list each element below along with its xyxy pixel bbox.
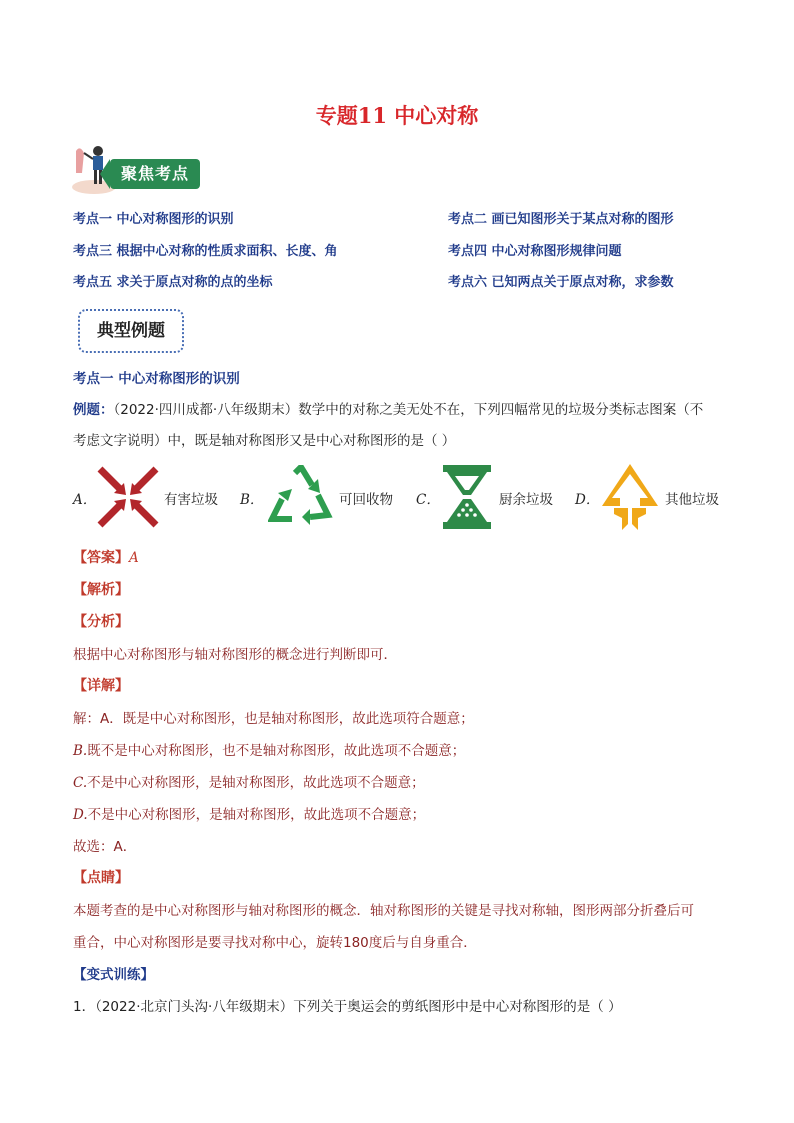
choose-line: 故选：A． (73, 839, 137, 855)
key-point-2: 考点二 画已知图形关于某点对称的图形 (448, 212, 674, 227)
key-point-3: 考点三 根据中心对称的性质求面积、长度、角 (73, 244, 338, 259)
page-title: 专题11 中心对称 (315, 103, 479, 128)
key-point-6: 考点六 已知两点关于原点对称，求参数 (448, 275, 674, 290)
option-c-text: 厨余垃圾 (499, 492, 553, 508)
detail-line-d: D.不是中心对称图形，是轴对称图形，故此选项不合题意； (73, 807, 426, 823)
key-point-1: 考点一 中心对称图形的识别 (73, 212, 234, 227)
comment-line-1: 本题考查的是中心对称图形与轴对称图形的概念．轴对称图形的关键是寻找对称轴，图形两部分折叠后可 (73, 903, 694, 919)
analysis-label: 【解析】 (73, 582, 129, 598)
answer-line (73, 547, 139, 567)
harmful-waste-icon (96, 465, 160, 529)
answer-value: A (129, 550, 139, 566)
detail-line-c: C.不是中心对称图形，是轴对称图形，故此选项不合题意； (73, 775, 425, 791)
section-heading: 考点一 中心对称图形的识别 (73, 371, 240, 387)
recyclable-icon (268, 465, 334, 527)
option-d-letter: D． (575, 492, 600, 508)
example-text-1: （2022·四川成都·八年级期末）数学中的对称之美无处不在，下列四幅常见的垃圾分类标志图案（不 (113, 402, 704, 418)
fenxi-text: 根据中心对称图形与轴对称图形的概念进行判断即可． (73, 647, 397, 663)
option-a-text: 有害垃圾 (164, 492, 218, 508)
detail-label: 【详解】 (73, 678, 129, 694)
option-b-letter: B． (240, 492, 264, 508)
typical-examples-badge: 典型例题 (78, 309, 184, 353)
option-d-text: 其他垃圾 (665, 492, 719, 508)
example-line-2: 考虑文字说明）中，既是轴对称图形又是中心对称图形的是（ ） (73, 433, 456, 449)
option-c-letter: C． (416, 492, 440, 508)
question-1: 1．（2022·北京门头沟·八年级期末）下列关于奥运会的剪纸图形中是中心对称图形的是（ ） (73, 999, 622, 1015)
comment-line-2: 重合，中心对称图形是要寻找对称中心，旋转180度后与自身重合． (73, 935, 477, 951)
option-a-letter: A． (73, 492, 97, 508)
other-waste-icon (600, 462, 660, 532)
variant-label: 【变式训练】 (73, 967, 154, 983)
focus-label: 聚焦考点 (110, 159, 200, 189)
detail-line-a: 解：A．既是中心对称图形，也是轴对称图形，故此选项符合题意； (73, 711, 474, 727)
focus-badge (70, 143, 202, 195)
key-point-4: 考点四 中心对称图形规律问题 (448, 244, 622, 259)
comment-label: 【点睛】 (73, 870, 129, 886)
example-label: 例题： (73, 402, 114, 418)
answer-label: 【答案】 (73, 550, 129, 566)
kitchen-waste-icon (441, 463, 493, 531)
example-line-1 (73, 398, 703, 418)
key-point-5: 考点五 求关于原点对称的点的坐标 (73, 275, 273, 290)
fenxi-label: 【分析】 (73, 614, 129, 630)
option-b-text: 可回收物 (339, 492, 393, 508)
detail-line-b: B.既不是中心对称图形，也不是轴对称图形，故此选项不合题意； (73, 743, 466, 759)
